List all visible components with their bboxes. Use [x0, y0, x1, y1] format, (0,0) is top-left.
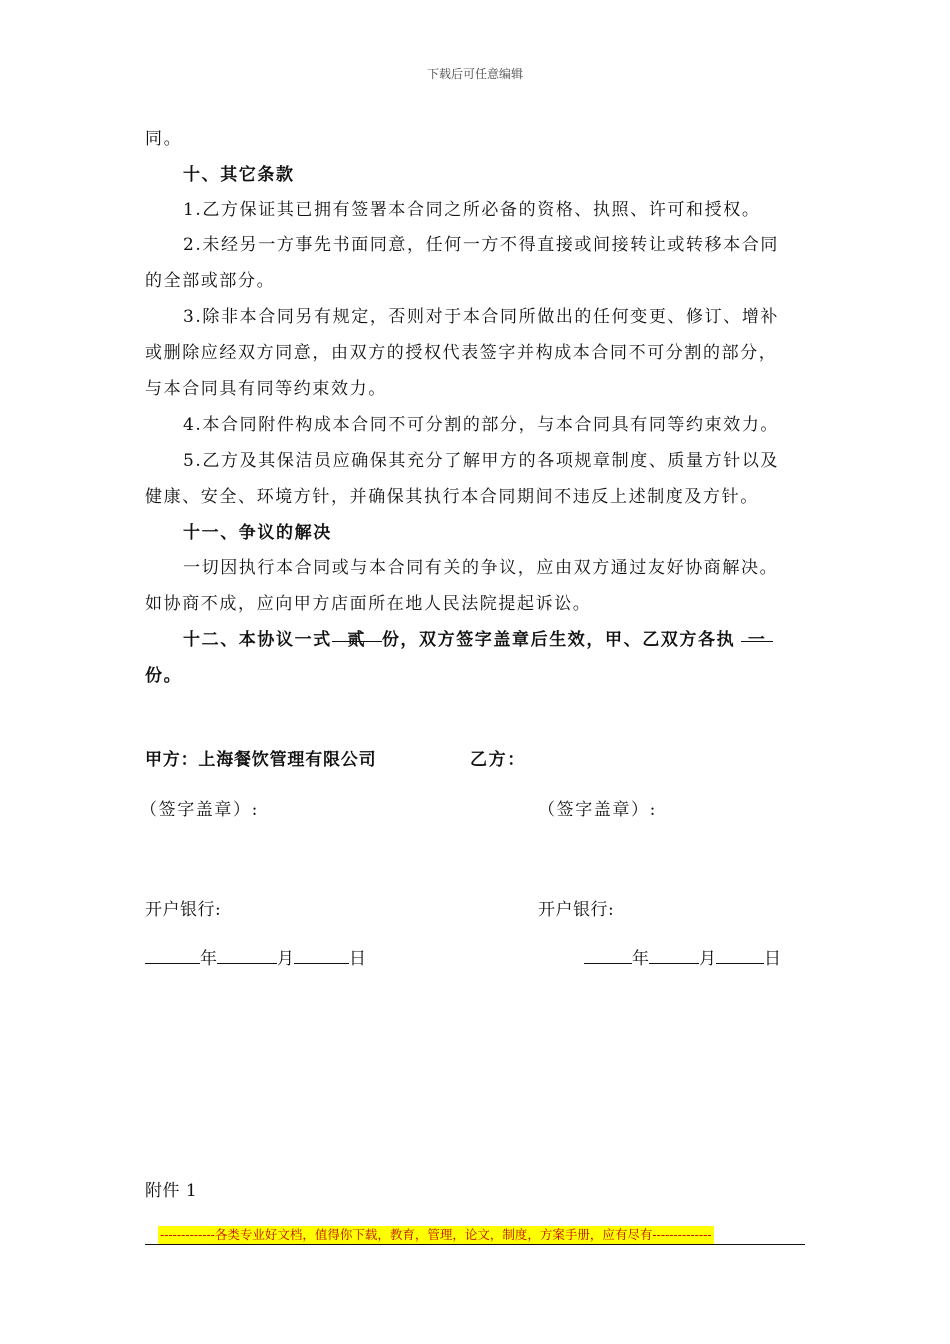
paragraph-line: 同。 — [145, 129, 183, 149]
party-b-seal: （签字盖章）: — [538, 800, 657, 820]
each-copy-blank: 一 — [741, 625, 773, 642]
year-label: 年 — [200, 949, 217, 969]
clause-5-line-1: 5.乙方及其保洁员应确保其充分了解甲方的各项规章制度、质量方针以及 — [183, 451, 780, 471]
section-heading-10: 十、其它条款 — [183, 165, 295, 185]
month-label: 月 — [699, 949, 716, 969]
s12-middle: 份，双方签字盖章后生效，甲、乙双方各执 — [381, 630, 736, 650]
page-header: 下载后可任意编辑 — [426, 67, 523, 81]
dispute-line-1: 一切因执行本合同或与本合同有关的争议，应由双方通过友好协商解决。 — [183, 558, 779, 578]
party-b-label: 乙方： — [470, 750, 526, 770]
clause-1: 1.乙方保证其已拥有签署本合同之所必备的资格、执照、许可和授权。 — [183, 200, 761, 220]
party-b-date — [584, 944, 781, 969]
copies-blank: 贰 — [332, 625, 382, 642]
clause-5-line-2: 健康、安全、环境方针，并确保其执行本合同期间不违反上述制度及方针。 — [145, 487, 759, 507]
section-heading-12 — [183, 625, 773, 650]
attachment-label: 附件 1 — [145, 1181, 198, 1201]
day-label: 日 — [349, 949, 366, 969]
s12-end: 份。 — [145, 666, 183, 686]
clause-3-line-1: 3.除非本合同另有规定，否则对于本合同所做出的任何变更、修订、增补 — [183, 307, 780, 327]
footer-rule — [145, 1244, 805, 1245]
footer-banner: -------------各类专业好文档，值得你下载，教育，管理，论文，制度，方案手册，应有尽有-------------- — [160, 1227, 712, 1242]
clause-2-line-2: 的全部或部分。 — [145, 271, 276, 291]
month-label: 月 — [277, 949, 294, 969]
party-a-label: 甲方：上海餐饮管理有限公司 — [145, 750, 377, 770]
party-a-date — [145, 944, 366, 969]
clause-3-line-2: 或删除应经双方同意，由双方的授权代表签字并构成本合同不可分割的部分， — [145, 343, 778, 363]
dispute-line-2: 如协商不成，应向甲方店面所在地人民法院提起诉讼。 — [145, 594, 592, 614]
clause-4: 4.本合同附件构成本合同不可分割的部分，与本合同具有同等约束效力。 — [183, 415, 780, 435]
party-a-bank: 开户银行: — [145, 900, 222, 920]
section-heading-11: 十一、争议的解决 — [183, 523, 332, 543]
clause-2-line-1: 2.未经另一方事先书面同意，任何一方不得直接或间接转让或转移本合同 — [183, 235, 780, 255]
year-label: 年 — [632, 949, 649, 969]
party-b-bank: 开户银行: — [538, 900, 615, 920]
s12-prefix: 十二、本协议一式 — [183, 630, 332, 650]
clause-3-line-3: 与本合同具有同等约束效力。 — [145, 379, 387, 399]
party-a-seal: （签字盖章）: — [140, 800, 259, 820]
day-label: 日 — [764, 949, 781, 969]
